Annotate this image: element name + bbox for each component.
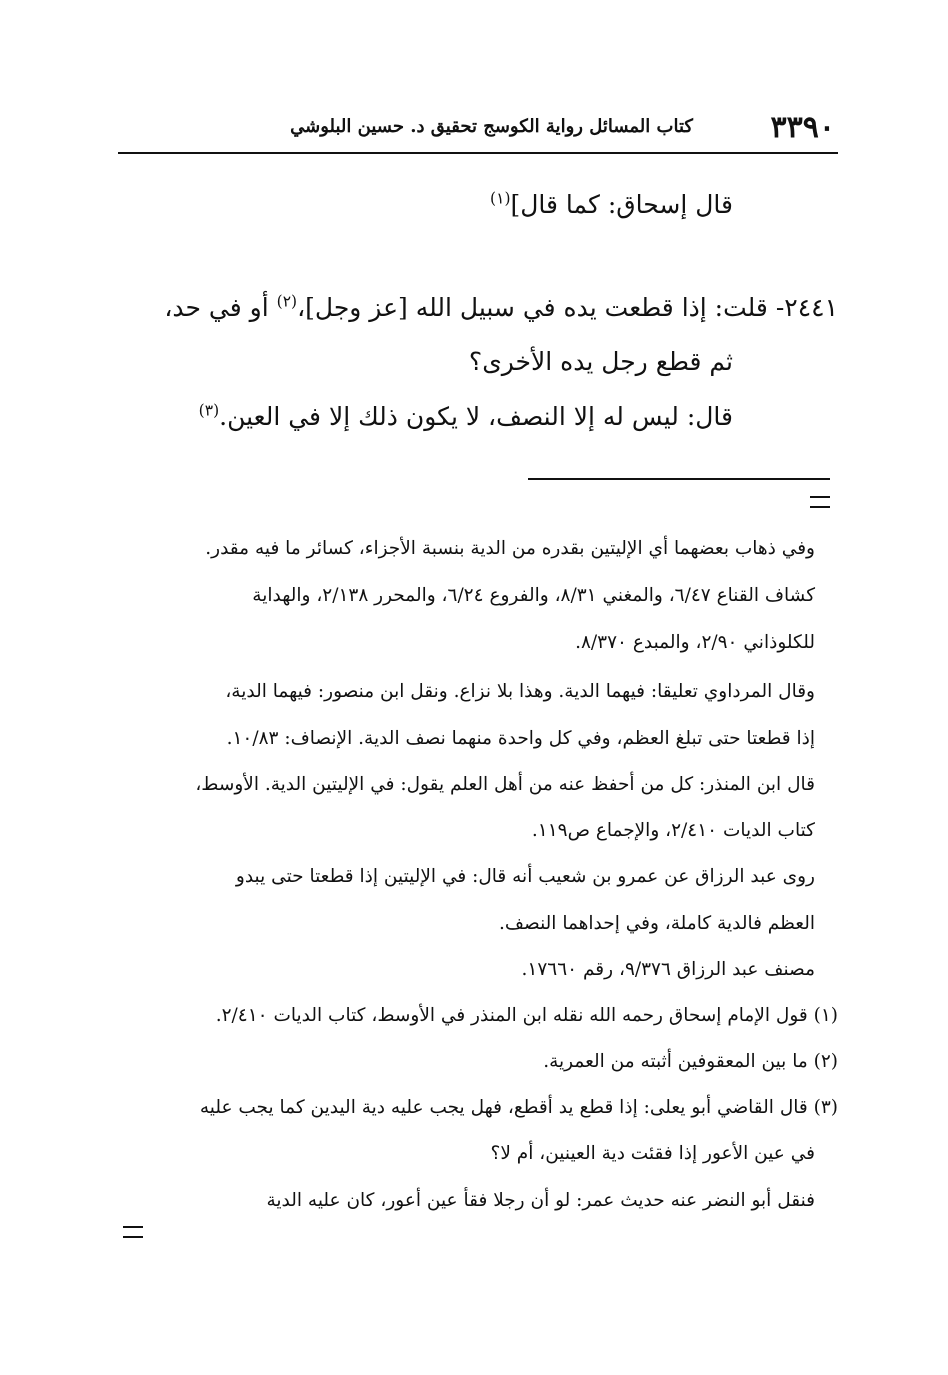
- issue-number: ٢٤٤١-: [775, 293, 838, 322]
- page-number: ٣٣٩٠: [770, 110, 835, 145]
- continued-marker-bottom: [123, 1226, 143, 1238]
- note-ref-3: (٣): [198, 401, 220, 420]
- footnote-line: كشاف القناع ٦/٤٧، والمغني ٨/٣١، والفروع ٦/٢٤، والمحرر ٢/١٣٨، والهداية: [252, 585, 815, 606]
- footnote-1: (١) قول الإمام إسحاق رحمه الله نقله ابن المنذر في الأوسط، كتاب الديات ٢/٤١٠.: [215, 1005, 838, 1026]
- footnote-line: كتاب الديات ٢/٤١٠، والإجماع ص١١٩.: [531, 820, 815, 841]
- footnote-3: (٣) قال القاضي أبو يعلى: إذا قطع يد أقطع، فهل يجب عليه دية اليدين كما يجب عليه: [199, 1097, 838, 1118]
- footnote-line: وفي ذهاب بعضهما أي الإليتين بقدره من الدية بنسبة الأجزاء، كسائر ما فيه مقدر.: [205, 538, 815, 559]
- main-line-2: [164, 293, 838, 322]
- header-rule: [118, 152, 838, 154]
- main-line-1: [490, 190, 733, 219]
- main-line-2-end: أو في حد،: [164, 293, 277, 322]
- footnote-rule: [528, 478, 830, 480]
- footnote-2: (٢) ما بين المعقوفين أثبته من العمرية.: [543, 1051, 838, 1072]
- continued-marker-top: [810, 496, 830, 508]
- main-line-4-text: قال: ليس له إلا النصف، لا يكون ذلك إلا في العين.: [219, 402, 733, 431]
- main-line-3: ثم قطع رجل يده الأخرى؟: [468, 347, 733, 376]
- footnote-line: للكلوذاني ٢/٩٠، والمبدع ٨/٣٧٠.: [575, 632, 815, 653]
- footnote-line: قال ابن المنذر: كل من أحفظ عنه من أهل العلم يقول: في الإليتين الدية. الأوسط،: [195, 774, 815, 795]
- footnote-line: العظم فالدية كاملة، وفي إحداهما النصف.: [499, 913, 815, 934]
- note-ref-2: (٢): [276, 292, 298, 311]
- footnote-line: في عين الأعور إذا فقئت دية العينين، أم لا؟: [490, 1143, 815, 1164]
- main-line-4: [199, 402, 733, 431]
- note-ref-1: (١): [490, 189, 511, 208]
- footnote-line: وقال المرداوي تعليقا: فيهما الدية. وهذا بلا نزاع. ونقل ابن منصور: فيهما الدية،: [225, 681, 815, 702]
- footnote-line: فنقل أبو النضر عنه حديث عمر: لو أن رجلا فقأ عين أعور، كان عليه الدية: [266, 1190, 815, 1211]
- running-title: كتاب المسائل رواية الكوسج تحقيق د. حسين البلوشي: [290, 116, 693, 137]
- footnote-line: مصنف عبد الرزاق ٩/٣٧٦، رقم ١٧٦٦٠.: [521, 959, 815, 980]
- footnote-line: إذا قطعتا حتى تبلغ العظم، وفي كل واحدة منهما نصف الدية. الإنصاف: ١٠/٨٣.: [226, 728, 815, 749]
- main-line-2-text: قلت: إذا قطعت يده في سبيل الله [عز وجل]،: [297, 293, 768, 322]
- footnote-line: روى عبد الرزاق عن عمرو بن شعيب أنه قال: في الإليتين إذا قطعتا حتى يبدو: [235, 866, 815, 887]
- main-line-1-text: قال إسحاق: كما قال]: [510, 190, 733, 219]
